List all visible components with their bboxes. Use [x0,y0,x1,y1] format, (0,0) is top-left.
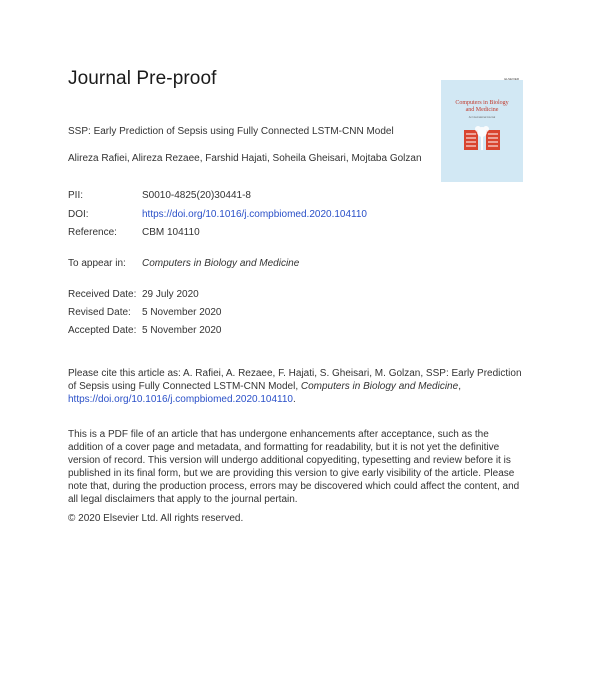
article-title: SSP: Early Prediction of Sepsis using Fully Connected LSTM-CNN Model [68,126,394,137]
received-date-label: Received Date: [68,289,137,300]
cover-journal-name-line2: and Medicine [465,107,499,113]
reference-label: Reference: [68,227,117,238]
citation-journal: Computers in Biology and Medicine [300,381,459,392]
accepted-date-value: 5 November 2020 [142,325,222,336]
copyright-notice: © 2020 Elsevier Ltd. All rights reserved. [68,513,244,524]
accepted-date-label: Accepted Date: [68,325,137,336]
cover-subtitle: An International Journal [468,116,496,119]
citation-suffix: . [292,394,296,405]
citation-separator: , [458,381,461,392]
preproof-notice: This is a PDF file of an article that has undergone enhancements after acceptance, such as the addition of a cover page and metadata, and formatting for readability, but it is not yet the definitive version of record. This version will undergo additional copyediting, typesetting and review before it is published in its final form, but we are providing this version to give early visibility of the article. Please note that, during the production process, errors may be discovered which could affect the content, and all legal disclaimers that apply to the journal pertain. [68,429,520,505]
page-title: Journal Pre-proof [68,68,217,89]
revised-date-value: 5 November 2020 [142,307,222,318]
revised-date-label: Revised Date: [68,307,131,318]
pii-value: S0010-4825(20)30441-8 [142,190,251,201]
article-authors: Alireza Rafiei, Alireza Rezaee, Farshid Hajati, Soheila Gheisari, Mojtaba Golzan [68,153,422,164]
doi-link[interactable]: https://doi.org/10.1016/j.compbiomed.2020.104110 [142,209,367,220]
cover-journal-name-line1: Computers in Biology [455,100,509,106]
citation-doi-link[interactable]: https://doi.org/10.1016/j.compbiomed.2020.104110 [68,394,293,405]
citation-text: Please cite this article as: A. Rafiei, A. Rezaee, F. Hajati, S. Gheisari, M. Golzan, SSP: Early Prediction of Sepsis using Fully Connected LSTM-CNN Model, [68,368,522,392]
doi-label: DOI: [68,209,89,220]
appear-in-value: Computers in Biology and Medicine [142,258,300,269]
received-date-value: 29 July 2020 [142,289,199,300]
appear-in-label: To appear in: [68,258,126,269]
cover-brand-logo: ELSEVIER [504,77,519,81]
reference-value: CBM 104110 [142,227,200,238]
citation-paragraph [68,367,523,406]
pii-label: PII: [68,190,84,201]
